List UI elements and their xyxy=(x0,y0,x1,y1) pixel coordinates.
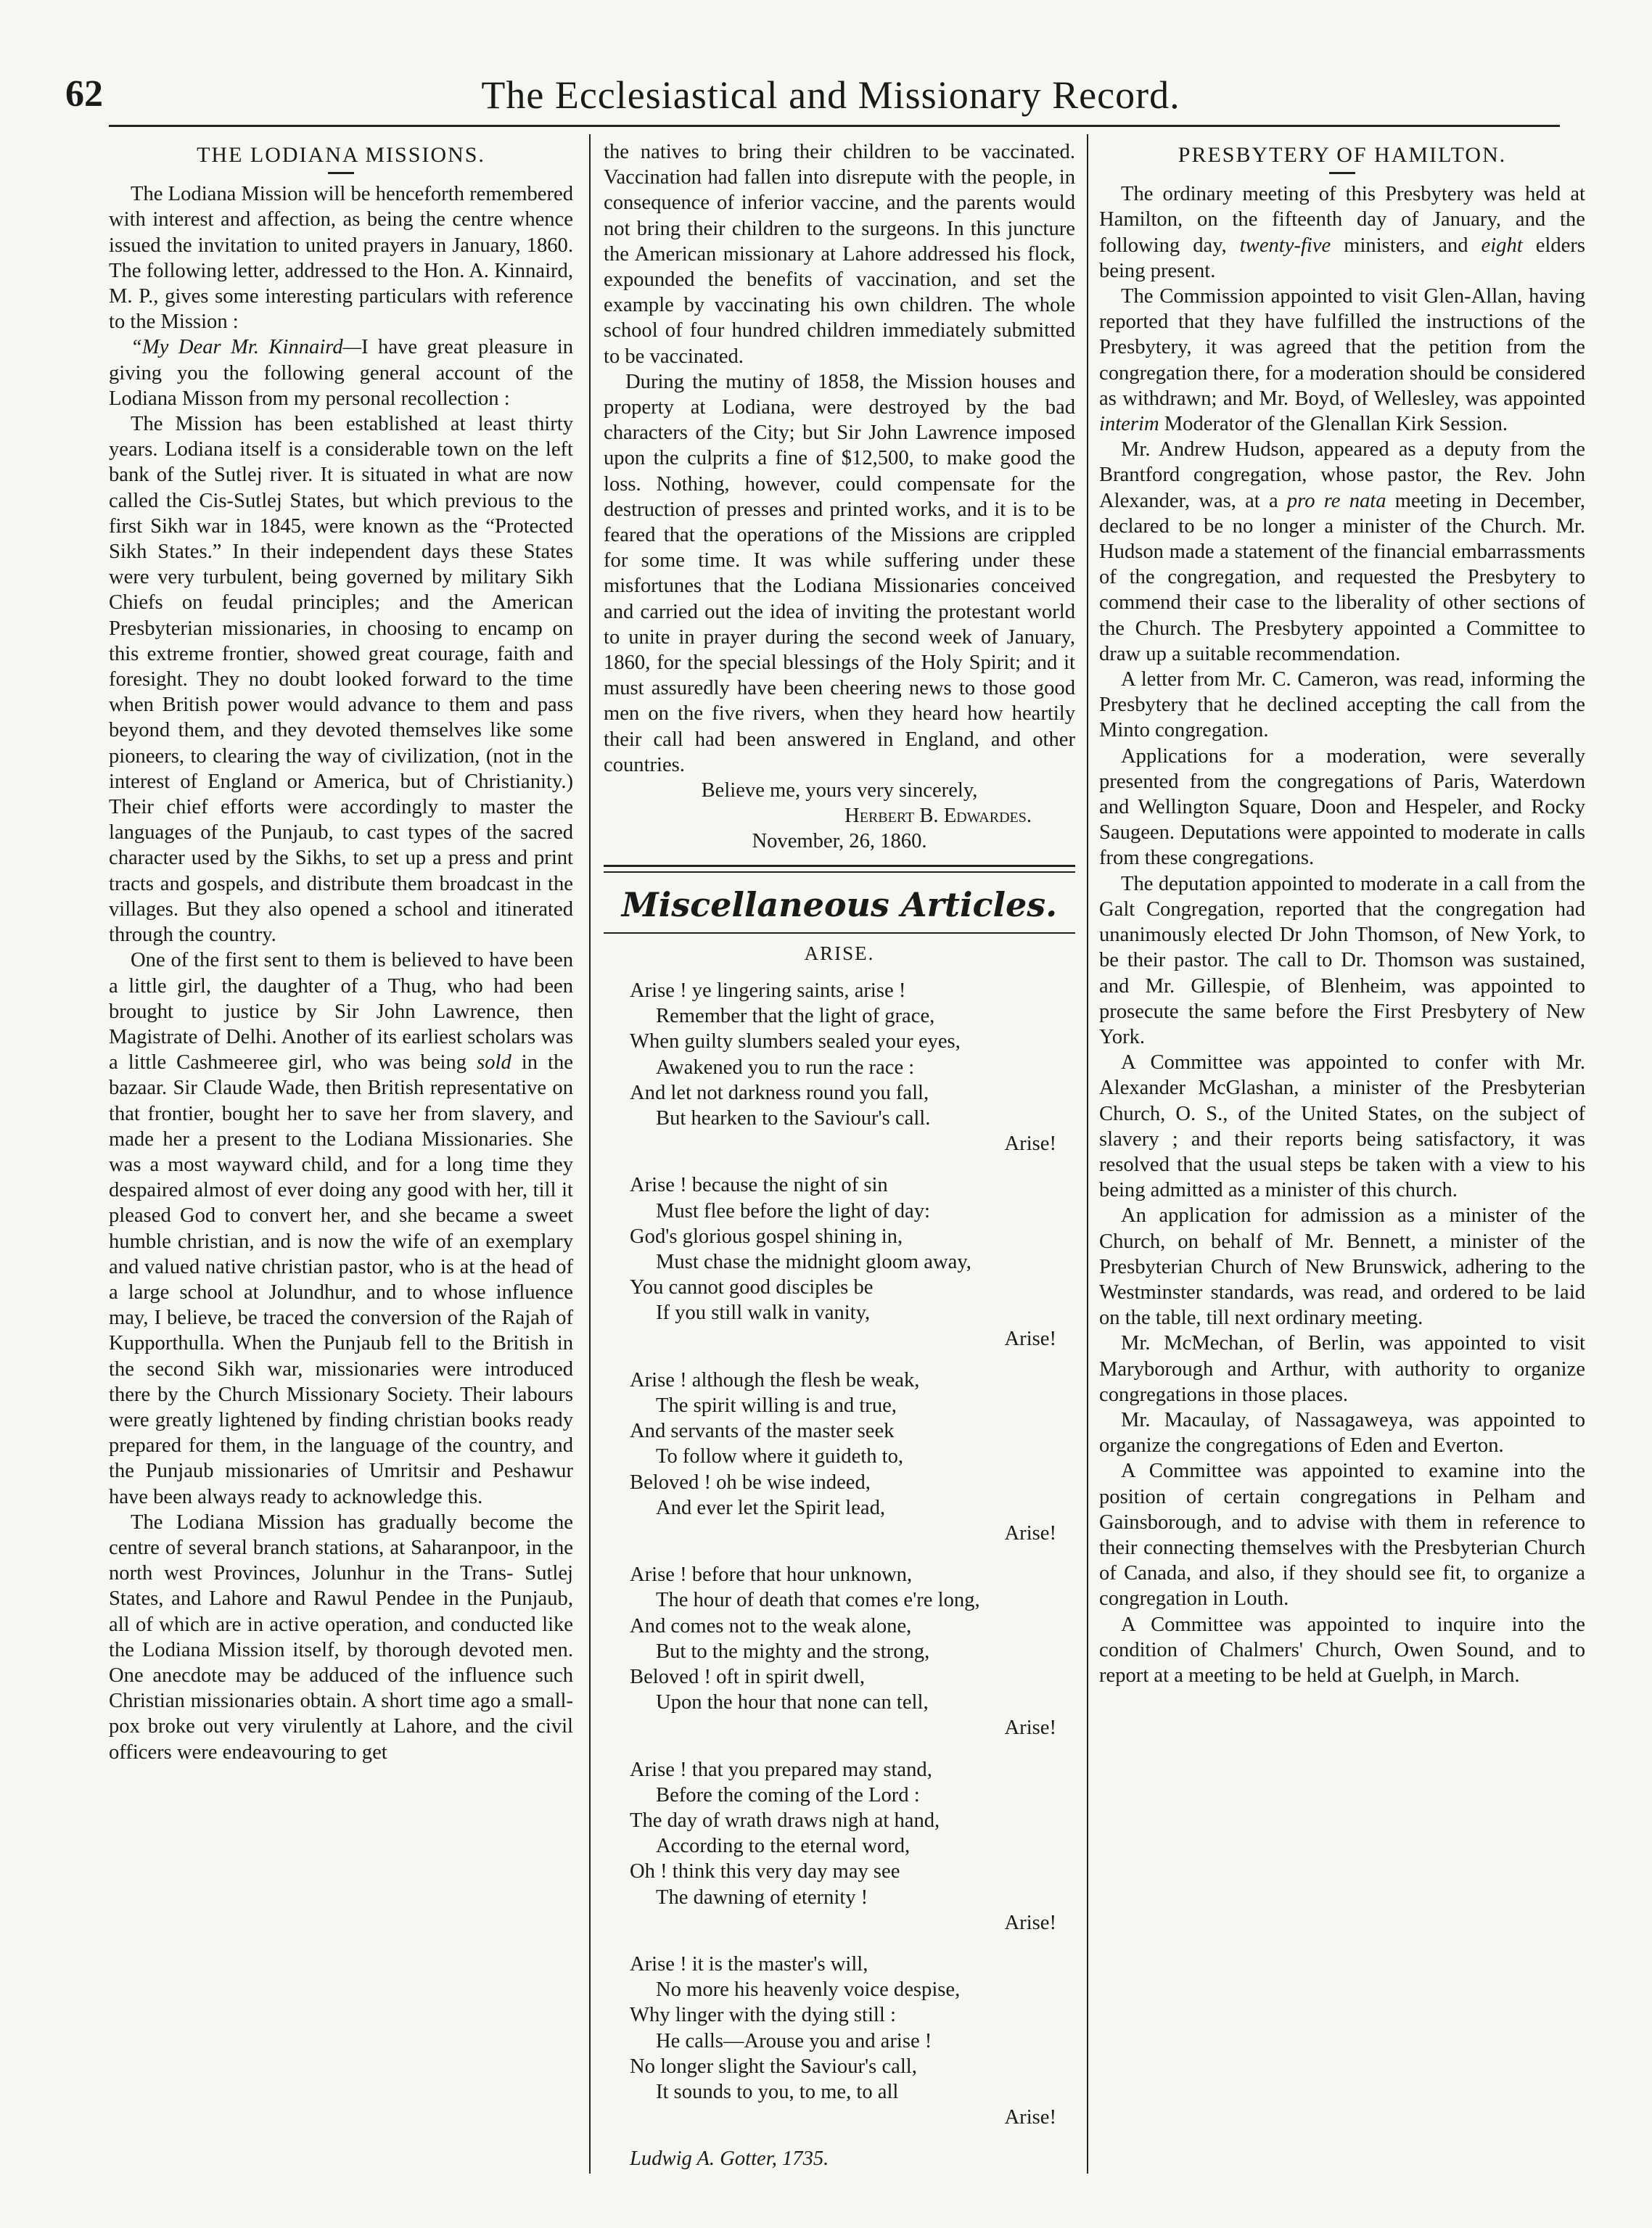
article-paragraph: The deputation appointed to moderate in a call from the Galt Congregation, reported that the congregation had unanimously elected Dr John Thomson, of New York, to be their pastor. The call to Dr. Thomson was sustained, and Mr. Gillespie, of Blenheim, was appointed to prosecute the same before the First Presbytery of New York. xyxy=(1099,872,1585,1048)
poem-line: Awakened you to run the race : xyxy=(656,1056,915,1079)
article-paragraph: Mr. Andrew Hudson, appeared as a deputy from the Brantford congregation, whose pastor, the Rev. John Alexander, was, at a pro re nata meeting in December, declared to be no longer a minister of the Church. Mr. Hudson made a statement of the financial embarrassments of the congregation, and requested the Presbytery to commend their case to the liberality of other sections of the Church. The Presbytery appointed a Committee to draw up a suitable recommendation. xyxy=(1099,438,1585,665)
poem-line: Beloved ! oh be wise indeed, xyxy=(630,1471,871,1494)
poem-line: And let not darkness round you fall, xyxy=(630,1081,929,1104)
poem-line: When guilty slumbers sealed your eyes, xyxy=(630,1030,961,1053)
poem-refrain: Arise! xyxy=(1004,1911,1056,1934)
poem-line: Remember that the light of grace, xyxy=(656,1005,935,1028)
poem-line: And ever let the Spirit lead, xyxy=(656,1496,886,1519)
poem-line: Oh ! think this very day may see xyxy=(630,1860,900,1883)
article-paragraph: A Committee was appointed to examine into the position of certain congregations in Pelham and Gainsborough, and to advise with them in reference to their connecting themselves with the Presbyterian Church of Canada, and also, if they should see fit, to organize a congregation in Louth. xyxy=(1099,1460,1585,1611)
article-paragraph: The Commission appointed to visit Glen-Allan, having reported that they have fulfilled the instructions of the Presbytery, it was agreed that the petition from the congregation there, for a moderation should be considered as withdrawn; and Mr. Boyd, of Wellesley, was appointed interim Moderator of the Glenallan Kirk Session. xyxy=(1099,285,1585,436)
poem-line: It sounds to you, to me, to all xyxy=(656,2081,899,2104)
poem-line: The spirit willing is and true, xyxy=(656,1394,897,1417)
page-header xyxy=(65,65,1596,131)
poem-line: Arise ! ye lingering saints, arise ! xyxy=(630,979,906,1002)
poem-line: The dawning of eternity ! xyxy=(656,1886,868,1909)
poem-line: Must flee before the light of day: xyxy=(656,1199,930,1222)
poem-line: But to the mighty and the strong, xyxy=(656,1640,930,1663)
poem-line: To follow where it guideth to, xyxy=(656,1445,904,1468)
section-rule xyxy=(604,865,1075,873)
article-title-lodiana: THE LODIANA MISSIONS. xyxy=(197,143,485,167)
poem-author: Ludwig A. Gotter, 1735. xyxy=(630,2147,829,2171)
poem-line: And comes not to the weak alone, xyxy=(630,1614,912,1637)
column-divider xyxy=(589,134,591,2174)
article-paragraph: One of the first sent to them is believed to have been a little girl, the daughter of a Thug, who had been brought to justice by Sir John Lawrence, then Magistrate of Delhi. Another of its earliest scholars was a little Cashmeeree girl, who was being sold in the bazaar. Sir Claude Wade, then British representative on that frontier, bought her to save her from slavery, and made her a present to the Lodiana Missionaries. She was a most wayward child, and for a long time they despaired almost of ever doing any good with her, till it pleased God to convert her, and she became a sweet humble christian, and is now the wife of an exemplary and valued native christian pastor, who is at the head of a large school at Jolundhur, and to whose influence may, I believe, be traced the conversion of the Rajah of Kupporthulla. When the Punjaub fell to the British in the second Sikh war, missionaries were introduced there by the Church Missionary Society. Their labours were greatly lightened by finding christian books ready prepared for them, in the language of the country, and the Punjaub missionaries of Umritsir and Peshawur have been always ready to acknowledge this. xyxy=(109,949,573,1508)
poem-line: Arise ! before that hour unknown, xyxy=(630,1563,913,1587)
article-paragraph: Mr. McMechan, of Berlin, was appointed to visit Maryborough and Arthur, with authority to organize congregations in those places. xyxy=(1099,1332,1585,1406)
column-middle xyxy=(604,139,1075,2177)
poem-line: Must chase the midnight gloom away, xyxy=(656,1250,971,1273)
letter-date: November, 26, 1860. xyxy=(752,830,927,853)
poem-line: But hearken to the Saviour's call. xyxy=(656,1106,931,1130)
poem-refrain: Arise! xyxy=(1004,1717,1056,1740)
article-paragraph: A Committee was appointed to inquire into the condition of Chalmers' Church, Owen Sound, and to report at a meeting to be held at Guelph, in March. xyxy=(1099,1613,1585,1687)
heading-rule xyxy=(604,932,1075,934)
poem-line: The hour of death that comes e're long, xyxy=(656,1589,980,1612)
article-paragraph: An application for admission as a minister of the Church, on behalf of Mr. Bennett, a minister of the Presbyterian Church of New Brunswick, adhering to the Westminster standards, was read, and ordered to be laid on the table, till next ordinary meeting. xyxy=(1099,1204,1585,1330)
poem-line: The day of wrath draws nigh at hand, xyxy=(630,1809,940,1832)
poem-line: No longer slight the Saviour's call, xyxy=(630,2055,917,2078)
poem-refrain: Arise! xyxy=(1004,2106,1056,2129)
poem-line: God's glorious gospel shining in, xyxy=(630,1225,903,1248)
article-paragraph: Applications for a moderation, were severally presented from the congregations of Paris, Waterdown and Wellington Square, Doon and Hespeler, and Rocky Saugeen. Deputations were appointed to moderate in calls from these congregations. xyxy=(1099,744,1585,870)
column-left xyxy=(109,139,573,2177)
letter-closing: Believe me, yours very sincerely, xyxy=(701,779,978,802)
poem-stanza xyxy=(630,1562,1075,1740)
poem-line: According to the eternal word, xyxy=(656,1835,911,1858)
header-rule xyxy=(109,125,1560,127)
letter-opening: “My Dear Mr. Kinnaird—I have great pleasure in giving you the following general account of the Lodiana Misson from my personal recollection : xyxy=(109,336,573,410)
poem-line: If you still walk in vanity, xyxy=(656,1302,871,1325)
poem-line: Arise ! because the night of sin xyxy=(630,1174,888,1197)
article-paragraph: A Committee was appointed to confer with Mr. Alexander McGlashan, a minister of the Presbyterian Church, O. S., of the United States, on the subject of slavery ; and their reports being satisfactory, it was resolved that the usual steps be taken with a view to his being admitted as a minister of this church. xyxy=(1099,1051,1585,1202)
article-paragraph: During the mutiny of 1858, the Mission houses and property at Lodiana, were destroyed by the bad characters of the City; but Sir John Lawrence imposed upon the culprits a fine of $12,500, to make good the loss. Nothing, however, could compensate for the destruction of presses and printed works, and it is to be feared that the operations of the Missions are crippled for some time. It was while suffering under these misfortunes that the Lodiana Missionaries conceived and carried out the idea of inviting the protestant world to unite in prayer during the second week of January, 1860, for the special blessings of the Holy Spirit; and it must assuredly have been cheering news to those good men on the five rivers, when they heard how heartily their call had been answered in England, and other countries. xyxy=(604,370,1075,776)
poem-line: Upon the hour that none can tell, xyxy=(656,1691,929,1714)
article-title-hamilton: PRESBYTERY OF HAMILTON. xyxy=(1178,143,1507,167)
poem-title: ARISE. xyxy=(804,942,875,964)
title-dash xyxy=(1329,172,1355,174)
poem-stanza xyxy=(630,1952,1075,2130)
article-paragraph: Mr. Macaulay, of Nassagaweya, was appointed to organize the congregations of Eden and Everton. xyxy=(1099,1408,1585,1458)
poem xyxy=(604,978,1075,2131)
section-heading-misc: Miscellaneous Articles. xyxy=(621,884,1058,924)
poem-line: Arise ! although the flesh be weak, xyxy=(630,1368,920,1392)
column-right xyxy=(1099,139,1585,2177)
poem-stanza xyxy=(630,1172,1075,1351)
article-paragraph: The ordinary meeting of this Presbytery was held at Hamilton, on the fifteenth day of January, and the following day, twenty-five ministers, and eight elders being present. xyxy=(1099,183,1585,282)
title-dash xyxy=(328,172,354,174)
poem-line: Why linger with the dying still : xyxy=(630,2004,896,2027)
salutation: “My Dear Mr. Kinnaird— xyxy=(131,336,362,359)
poem-line: He calls—Arouse you and arise ! xyxy=(656,2029,932,2052)
poem-line: You cannot good disciples be xyxy=(630,1276,874,1299)
article-paragraph: The Lodiana Mission will be henceforth remembered with interest and affection, as being the centre whence issued the invitation to united prayers in January, 1860. The following letter, addressed to the Hon. A. Kinnaird, M. P., gives some interesting particulars with reference to the Mission : xyxy=(109,183,573,334)
poem-line: And servants of the master seek xyxy=(630,1420,895,1443)
poem-line: Beloved ! oft in spirit dwell, xyxy=(630,1665,866,1688)
letter-signature: Herbert B. Edwardes. xyxy=(845,805,1032,828)
poem-refrain: Arise! xyxy=(1004,1521,1056,1545)
poem-stanza xyxy=(630,1757,1075,1936)
poem-line: Before the coming of the Lord : xyxy=(656,1783,920,1806)
article-paragraph: the natives to bring their children to be vaccinated. Vaccination had fallen into disrepute with the people, in consequence of inferior vaccine, and the parents would not bring their children to the surgeons. In this juncture the American missionary at Lahore addressed his flock, expounded the benefits of vaccination, and set the example by vaccinating his own children. The whole school of four hundred children immediately submitted to be vaccinated. xyxy=(604,141,1075,368)
article-paragraph: A letter from Mr. C. Cameron, was read, informing the Presbytery that he declined accepting the call from the Minto congregation. xyxy=(1099,668,1585,742)
column-divider xyxy=(1087,134,1088,2174)
poem-line: No more his heavenly voice despise, xyxy=(656,1978,961,2002)
poem-line: Arise ! it is the master's will, xyxy=(630,1953,868,1976)
poem-refrain: Arise! xyxy=(1004,1327,1056,1350)
journal-title: The Ecclesiastical and Missionary Record. xyxy=(481,73,1180,117)
poem-stanza xyxy=(630,1368,1075,1546)
article-paragraph: The Mission has been established at least thirty years. Lodiana itself is a considerable town on the left bank of the Sutlej river. It is situated in what are now called the Cis-Sutlej States, but which previous to the first Sikh war in 1845, were known as the “Protected Sikh States.” In their independent days these States were very turbulent, being governed by military Sikh Chiefs on feudal principles; and the American Presbyterian missionaries, in choosing to encamp on this extreme frontier, showed great courage, faith and foresight. They no doubt looked forward to the time when British power would advance to them and pass beyond them, and they devoted themselves like some pioneers, to clearing the way of civilization, (not in the interest of England or America, but of Christianity.) Their chief efforts were accordingly to master the languages of the Punjaub, to cast types of the sacred character used by the Sikhs, to set up a press and print tracts and gospels, and distribute them broadcast in the villages. But they also opened a school and itinerated through the country. xyxy=(109,413,573,947)
article-paragraph: The Lodiana Mission has gradually become the centre of several branch stations, at Saharanpoor, in the north west Provinces, Jolunhur in the Trans- Sutlej States, and Lahore and Rawul Pendee in the Punjaub, all of which are in active operation, and conducted like the Lodiana Mission itself, by thorough devoted men. One anecdote may be adduced of the influence such Christian missionaries obtain. A short time ago a small-pox broke out very virulently at Lahore, and the civil officers were endeavouring to get xyxy=(109,1510,573,1764)
page-number: 62 xyxy=(65,73,103,115)
poem-stanza xyxy=(630,978,1075,1156)
poem-line: Arise ! that you prepared may stand, xyxy=(630,1758,932,1781)
poem-refrain: Arise! xyxy=(1004,1133,1056,1156)
